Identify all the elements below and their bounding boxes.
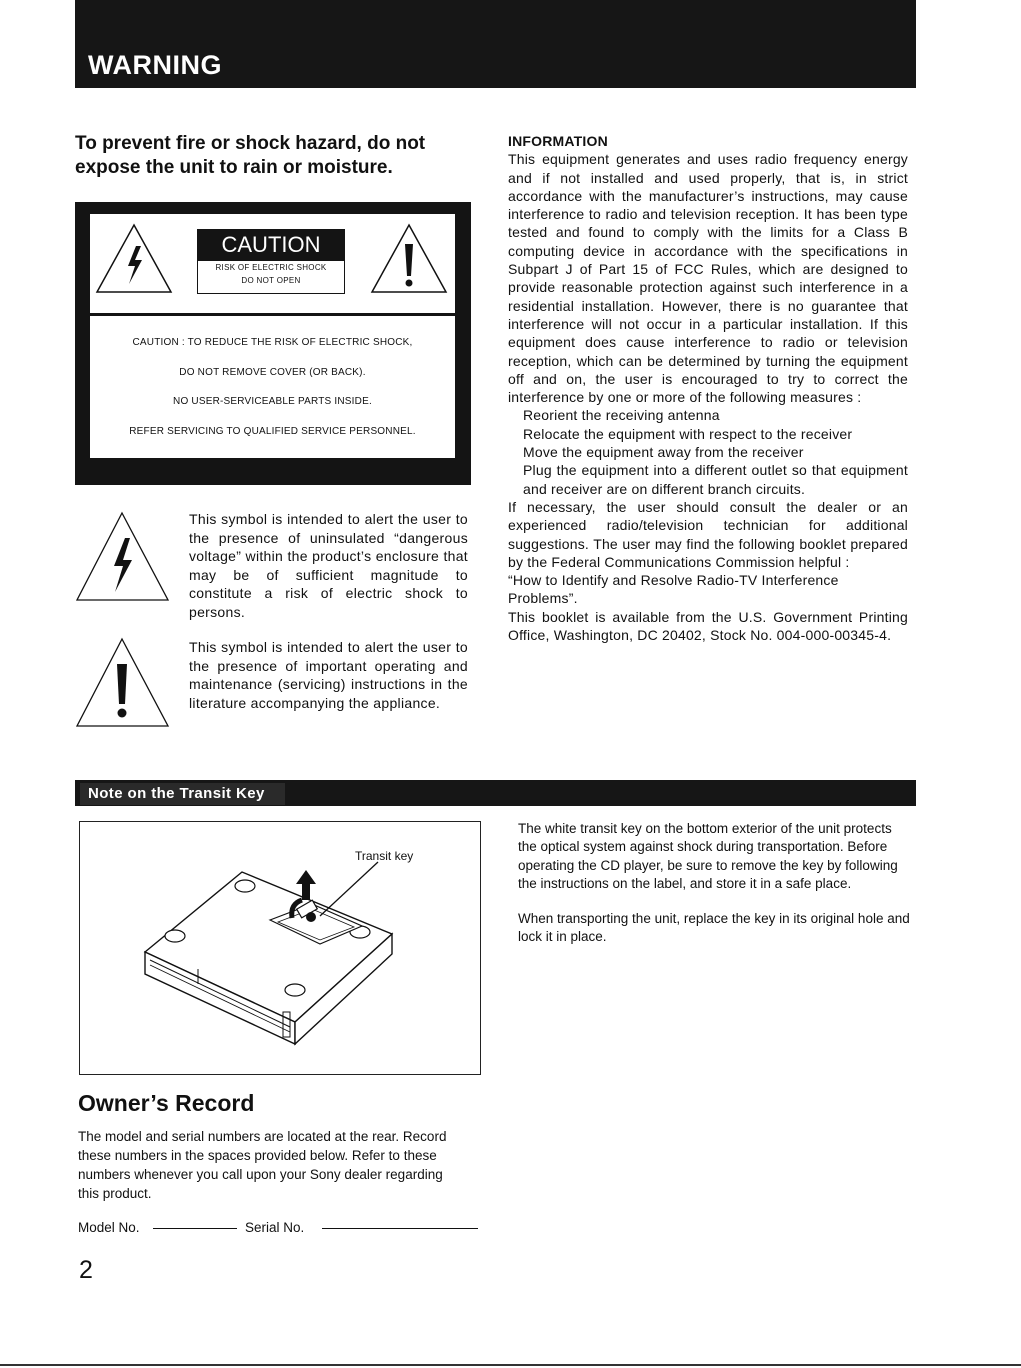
information-body: This equipment generates and uses radio frequency energy and if not installed and used properly, that is, in strict accordance with the manufacturer’s instructions, may cause interference to radio and television reception. It has been type tested and found to comply with the limits for a Class B computing device in accordance with the specifications in Subpart J of Part 15 of FCC Rules, which are designed to provide reasonable protection against such interference in a residential installation. However, there is no guarantee that interference will not occur in a particular installation. If this equipment does cause interference to radio or television reception, which can be determined by turning the equipment off and on, the user is encouraged to try to correct the interference by one or more of the following measures : [508,151,908,406]
caution-line: NO USER-SERVICEABLE PARTS INSIDE. [173,396,372,407]
caution-subtitle-do-not-open: DO NOT OPEN [241,276,301,285]
transit-instructions [518,820,913,964]
caution-line: DO NOT REMOVE COVER (OR BACK). [179,367,366,378]
fire-shock-headline: To prevent fire or shock hazard, do not expose the unit to rain or moisture. [75,133,426,178]
exclamation-symbol-icon [75,636,170,728]
owners-record-body: The model and serial numbers are located at the rear. Record these numbers in the spaces provided below. Refer to these numbers whenever you call upon your Sony dealer regarding this product. [78,1129,447,1201]
information-followup: If necessary, the user should consult the dealer or an experienced radio/television technician for additional suggestions. The user may find the following booklet prepared by the Federal Communications Commission helpful : [508,498,908,570]
measure-item: Plug the equipment into a different outlet so that equipment and receiver are on different branch circuits. [523,462,908,497]
booklet-source: This booklet is available from the U.S. Government Printing Office, Washington, DC 20402, Stock No. 004-000-00345-4. [508,608,908,644]
measure-item: Relocate the equipment with respect to the receiver [523,425,853,442]
serial-number-label: Serial No. [245,1220,305,1235]
transit-paragraph: When transporting the unit, replace the key in its original hole and lock it in place. [518,911,910,945]
warning-title: WARNING [88,50,222,80]
exclamation-triangle-icon [370,222,448,294]
lightning-symbol-description: This symbol is intended to alert the user to the presence of uninsulated “dangerous voltage” within the product’s enclosure that may be of sufficient magnitude to constitute a risk of electric shock to persons. [189,511,468,620]
caution-badge: CAUTION [197,229,345,261]
measure-item: Move the equipment away from the receiver [523,444,804,461]
exclamation-symbol-description: This symbol is intended to alert the user to the presence of important operating and maintenance (servicing) instructions in the literature accompanying the appliance. [189,639,468,711]
bottom-edge-rule [0,1364,1021,1366]
information-heading: INFORMATION [508,133,608,149]
measure-item: Reorient the receiving antenna [523,407,720,424]
cd-player-illustration [80,822,478,1072]
caution-line: REFER SERVICING TO QUALIFIED SERVICE PERSONNEL. [129,426,416,437]
model-number-field[interactable] [153,1228,237,1229]
page-number: 2 [79,1256,93,1284]
caution-subtitle-risk: RISK OF ELECTRIC SHOCK [215,263,327,272]
owners-record-title: Owner’s Record [78,1090,255,1116]
lightning-symbol-icon [75,510,170,602]
lightning-triangle-icon [95,222,173,294]
serial-number-field[interactable] [322,1228,478,1229]
transit-paragraph: The white transit key on the bottom exterior of the unit protects the optical system against shock during transportation. Before operating the CD player, be sure to remove the key by following the instructions on the label, and store it in a safe place. [518,821,898,891]
model-number-label: Model No. [78,1220,140,1235]
booklet-title: “How to Identify and Resolve Radio-TV Interference Problems”. [508,572,839,607]
fcc-information [508,132,908,644]
caution-line: CAUTION : TO REDUCE THE RISK OF ELECTRIC SHOCK, [132,337,413,348]
transit-section-title: Note on the Transit Key [88,785,265,802]
transit-key-callout: Transit key [355,849,414,863]
